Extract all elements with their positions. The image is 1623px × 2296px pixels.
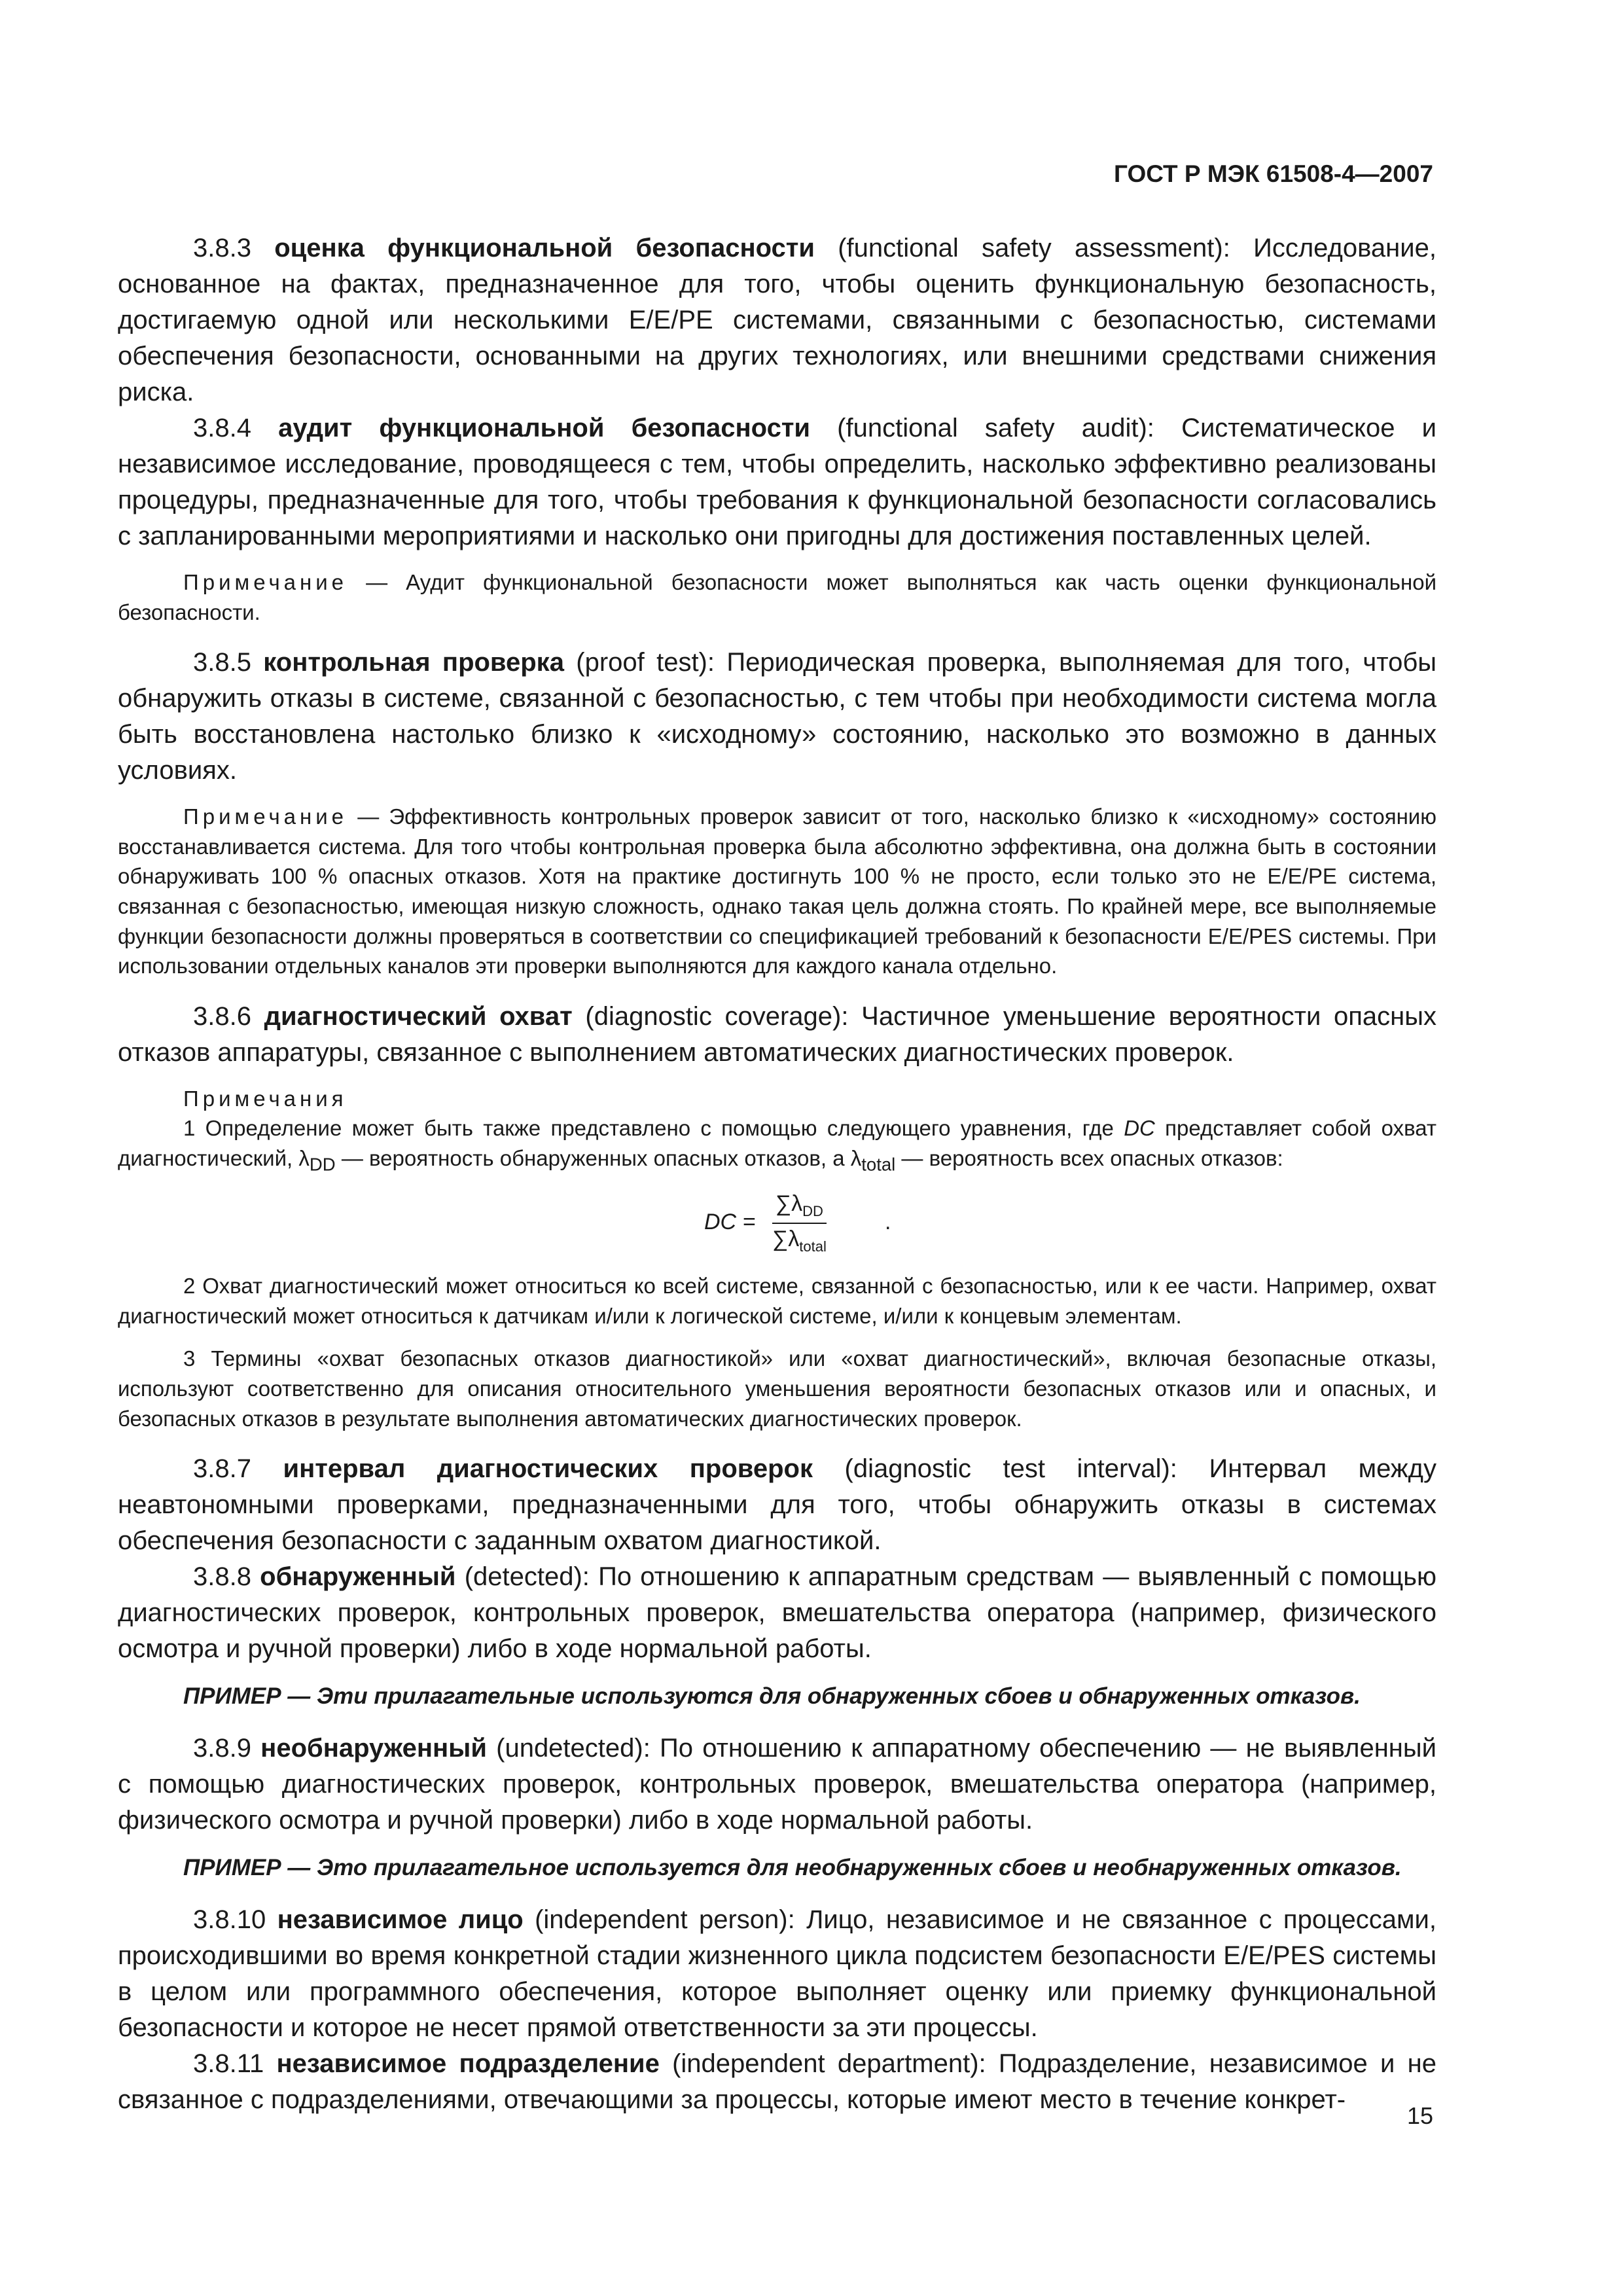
clause-number: 3.8.10 xyxy=(193,1905,266,1935)
note-text: — Аудит функциональной безопасности может выполняться как часть оценки функциональной безопасности. xyxy=(118,570,1437,624)
notes-heading: Примечания xyxy=(183,1086,348,1111)
clause-number: 3.8.3 xyxy=(193,234,251,262)
term-title: независимое подразделение xyxy=(276,2049,660,2079)
term-definition: Подразделение, независимое и не связанное с подразделениями, отвечающими за процессы, которые имеют место в течение конкрет- xyxy=(118,2049,1436,2115)
term-english: (proof test): xyxy=(576,648,715,677)
formula-lhs: DC = xyxy=(704,1210,756,1235)
clause-number: 3.8.5 xyxy=(193,648,251,677)
term-definition: Интервал между неавтономными проверками, предназначенными для того, чтобы обнаружить отказы в системах обеспечения безопасности с заданным охватом диагностикой. xyxy=(118,1454,1436,1556)
term-3-8-9 xyxy=(118,1731,1436,1839)
term-english: (independent person): xyxy=(535,1905,795,1935)
example-3-8-8: ПРИМЕР — Эти прилагательные используются для обнаруженных сбоев и обнаруженных отказов. xyxy=(183,1683,1361,1710)
term-english: (functional safety assessment): xyxy=(838,234,1230,262)
note-3: 3 Термины «охват безопасных отказов диагностикой» или «охват диагностический», включая безопасные отказы, используют соответственно для описания относительного уменьшения вероятности безопасных отказов или и опасных, и безопасных отказов в результате выполнения автоматических диагностических проверок. xyxy=(118,1346,1436,1431)
term-title: диагностический охват xyxy=(264,1001,573,1031)
example-3-8-9: ПРИМЕР — Это прилагательное используется для необнаруженных сбоев и необнаруженных отказов. xyxy=(183,1855,1402,1881)
clause-number: 3.8.6 xyxy=(193,1001,251,1031)
term-title: оценка функциональной безопасности xyxy=(274,234,815,262)
formula-fraction xyxy=(772,1191,827,1255)
term-3-8-6 xyxy=(118,999,1436,1071)
term-definition: Исследование, основанное на фактах, предназначенное для того, чтобы оценить функциональную безопасность, достигаемую одной или несколькими E/E/PE системами, связанными с безопасностью, системами обеспечения безопасности, основанными на других технологиях, или внешними средствами снижения риска. xyxy=(118,234,1436,406)
note-3-8-4 xyxy=(118,567,1436,627)
term-english: (undetected): xyxy=(496,1734,651,1763)
formula-denominator: $\sum\lambda_{total}$ xyxy=(772,1226,827,1255)
term-title: контрольная проверка xyxy=(263,648,564,677)
term-3-8-3 xyxy=(118,230,1436,410)
document-body xyxy=(118,230,1436,2118)
term-title: необнаруженный xyxy=(260,1734,487,1763)
term-3-8-11 xyxy=(118,2046,1436,2118)
term-3-8-8 xyxy=(118,1559,1436,1667)
note-1: 1 Определение может быть также представлено с помощью следующего уравнения, где DC представляет собой охват диагностический, $\lambda_{DD}$ — вероятность обнаруженных опасных отказов, а $\lambda_{total}$ — вероятность всех опасных отказов: xyxy=(118,1116,1437,1175)
lambda-symbol: λ xyxy=(298,1145,310,1170)
clause-number: 3.8.8 xyxy=(193,1562,251,1592)
term-definition: Лицо, независимое и не связанное с процессами, происходившими во время конкретной стадии жизненного цикла подсистем безопасности E/E/PES системы в целом или программного обеспечения, которое выполняет оценку или приемку функциональной безопасности и которое не несет прямой ответственности за эти процессы. xyxy=(118,1905,1436,2043)
note-label: Примечание xyxy=(183,570,348,594)
clause-number: 3.8.4 xyxy=(193,414,251,442)
term-3-8-7 xyxy=(118,1451,1436,1559)
dc-formula: DC = $\sum\lambda_{DD}$ $\sum\lambda_{total}$ . xyxy=(704,1191,891,1255)
term-3-8-5 xyxy=(118,645,1436,789)
term-definition: Частичное уменьшение вероятности опасных отказов аппаратуры, связанное с выполнением автоматических диагностических проверок. xyxy=(118,1001,1436,1067)
lambda-symbol: λ xyxy=(850,1145,862,1170)
term-definition: Систематическое и независимое исследование, проводящееся с тем, чтобы определить, насколько эффективно реализованы процедуры, предназначенные для того, чтобы требования к функциональной безопасности согласовались с запланированными мероприятиями и насколько они пригодны для достижения поставленных целей. xyxy=(118,414,1436,550)
term-english: (detected): xyxy=(464,1562,590,1592)
clause-number: 3.8.9 xyxy=(193,1734,251,1763)
clause-number: 3.8.11 xyxy=(193,2049,264,2079)
term-english: (diagnostic coverage): xyxy=(585,1001,849,1031)
term-title: обнаруженный xyxy=(260,1562,456,1592)
term-title: аудит функциональной безопасности xyxy=(278,414,811,442)
term-3-8-10 xyxy=(118,1902,1436,2046)
note-2: 2 Охват диагностический может относиться ко всей системе, связанной с безопасностью, или к ее части. Например, охват диагностический может относиться к датчикам и/или к логической системе, и/или к концевым элементам. xyxy=(118,1274,1436,1328)
term-definition: По отношению к аппаратному обеспечению — не выявленный с помощью диагностических проверок, контрольных проверок, вмешательства оператора (например, физического осмотра и ручной проверки) либо в ходе нормальной работы. xyxy=(118,1734,1436,1835)
clause-number: 3.8.7 xyxy=(193,1454,251,1484)
term-english: (diagnostic test interval): xyxy=(844,1454,1177,1484)
term-title: независимое лицо xyxy=(277,1905,524,1935)
term-title: интервал диагностических проверок xyxy=(283,1454,813,1484)
note-label: Примечание xyxy=(183,804,348,829)
note-text: — Эффективность контрольных проверок зависит от того, насколько близко к «исходному» состоянию восстанавливается система. Для того чтобы контрольная проверка была абсолютно эффективна, она должна быть в состоянии обнаруживать 100 % опасных отказов. Хотя на практике достигнуть 100 % не просто, если только это не E/E/PE система, связанная с безопасностью, имеющая низкую сложность, однако такая цель должна стоять. По крайней мере, все выполняемые функции безопасности должны проверяться в соответствии со спецификацией требований к безопасности E/E/PES системы. При использовании отдельных каналов эти проверки выполняются для каждого канала отдельно. xyxy=(118,804,1436,978)
term-3-8-4 xyxy=(118,410,1436,554)
standard-header: ГОСТ Р МЭК 61508-4—2007 xyxy=(1113,160,1433,187)
term-english: (independent department): xyxy=(672,2049,986,2079)
note-3-8-5 xyxy=(118,802,1436,981)
term-definition: По отношению к аппаратным средствам — выявленный с помощью диагностических проверок, контрольных проверок, вмешательства оператора (например, физического осмотра и ручной проверки) либо в ходе нормальной работы. xyxy=(118,1562,1436,1664)
page-number: 15 xyxy=(1406,2102,1433,2129)
term-definition: Периодическая проверка, выполняемая для того, чтобы обнаружить отказы в системе, связанной с безопасностью, с тем чтобы при необходимости система могла быть восстановлена настолько близко к «исходному» состоянию, насколько это возможно в данных условиях. xyxy=(118,648,1437,785)
term-english: (functional safety audit): xyxy=(837,414,1154,442)
dc-symbol: DC xyxy=(1124,1116,1155,1141)
formula-numerator: $\sum\lambda_{DD}$ xyxy=(772,1191,827,1224)
